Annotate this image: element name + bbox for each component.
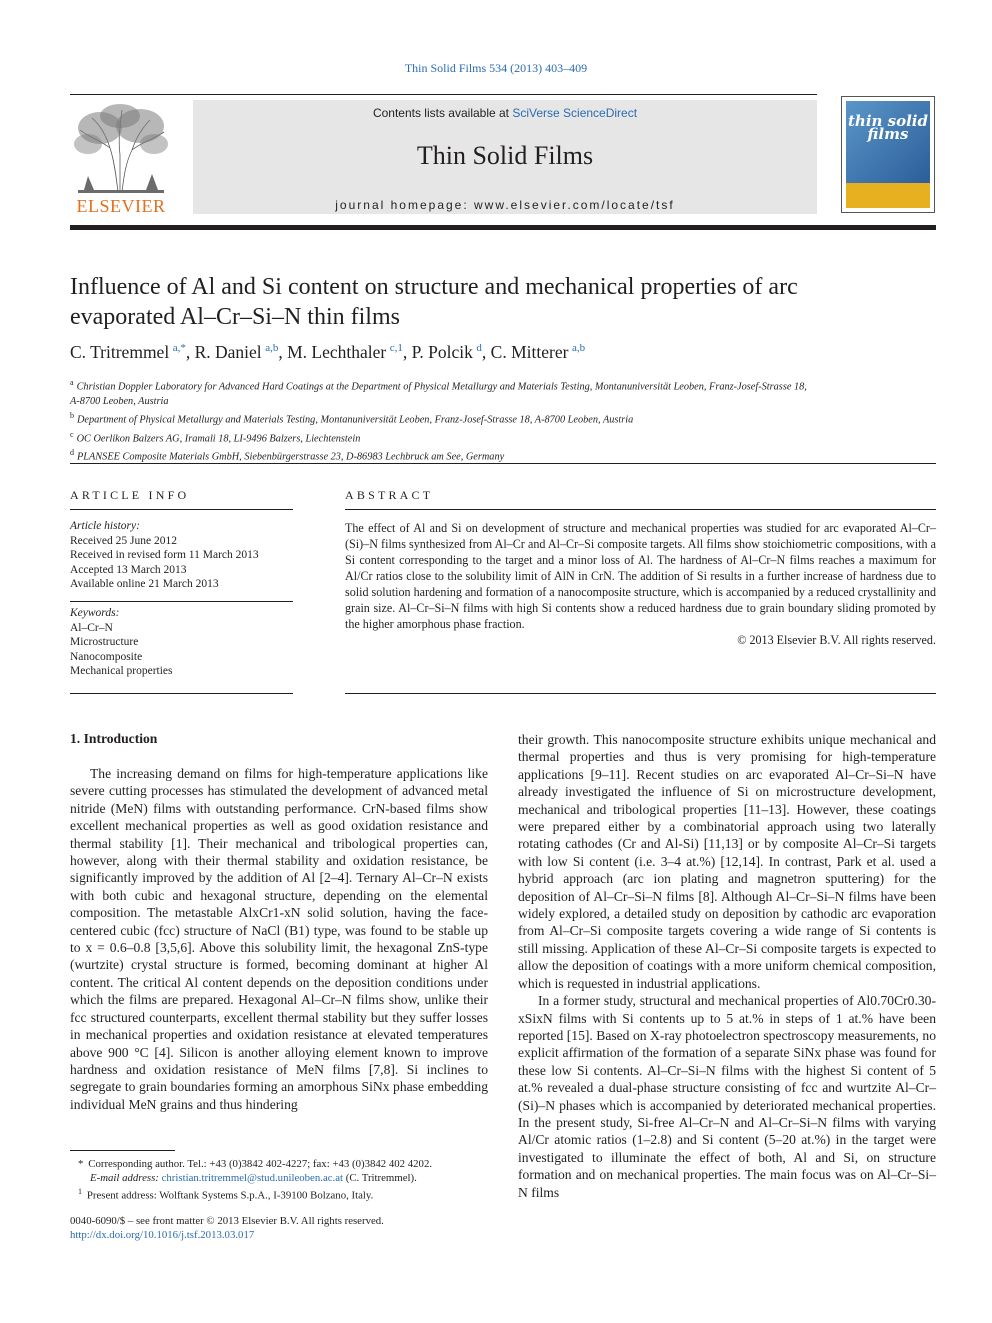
front-matter [70,1214,490,1242]
author[interactable]: C. Mitterer [490,342,569,362]
author[interactable]: P. Polcik [411,342,473,362]
affiliations [70,376,936,465]
section-heading-introduction: 1. Introduction [70,731,158,746]
affiliation-key: b [70,411,74,421]
body-left-column [70,765,488,1113]
footnote-text: Corresponding author. Tel.: +43 (0)3842 402-4227; fax: +43 (0)3842 402 4202. [88,1158,433,1170]
paragraph: The increasing demand on films for high-temperature applications like severe cutting processes has stimulated the development of advanced metal nitride (MeN) films with outstanding performance. CrN-based films show excellent mechanical properties as well as good oxidation resistance and thermal stability [1]. Their mechanical and tribological properties can, however, along with their thermal stability and oxidation resistance, be significantly improved by the addition of Al [2–4]. Ternary Al–Cr–N exists with both cubic and hexagonal structure, depending on the elemental composition. The metastable AlxCr1-xN solid solution, having the face-centered cubic (fcc) structure of NaCl (B1) type, was found to be stable up to x = 0.6–0.8 [3,5,6]. Above this solubility limit, the hexagonal ZnS-type (wurtzite) crystal structure is formed, becoming dominant at higher Al content. The critical Al content depends on the deposition conditions under which the films are prepared. Hexagonal Al–Cr–N films show, unlike their fcc structured counterparts, excellent thermal stability but they suffer losses in mechanical properties and oxidation resistance at elevated temperatures above 900 °C [4]. Silicon is another alloying element known to improve hardness and oxidation resistance of MeN films [7,8]. Si inclines to segregate to grain boundaries forming an amorphous SiNx phase embedding individual MeN grains and thus hindering [70,766,488,1112]
footnote-email [70,1171,490,1185]
abstract-body: The effect of Al and Si on development of structure and mechanical properties was studied for arc evaporated Al–Cr–(Si)–N films synthesized from Al–Cr and Al–Cr–Si composite targets. All films show stoichiometric compositions, with a Si content corresponding to the target and a minor loss of Al. The hardness of Al–Cr–N films reaches a maximum for Al/Cr ratios close to the solubility limit of AlN in CrN. The addition of Si results in a further increase of hardness due to solid solution hardening and formation of a nanocomposite structure, which is accompanied by a reduced crystallinity and grain size. Al–Cr–Si–N films with high Si contents show a reduced hardness due to grain boundary sliding promoted by the higher amorphous phase fraction. [345,521,936,631]
article-title [70,272,936,332]
body-right-column [518,731,936,1201]
author[interactable]: C. Tritremmel [70,342,170,362]
journal-cover[interactable] [841,96,935,213]
info-rule-top [70,509,293,510]
affiliation [70,376,936,395]
title-line-2: evaporated Al–Cr–Si–N thin films [70,304,400,330]
contents-line [193,106,817,120]
abstract-text [345,520,936,648]
keyword: Nanocomposite [70,650,143,663]
author-affiliation-marker[interactable]: a,b [265,342,279,355]
journal-title: Thin Solid Films [416,141,594,170]
author-affiliation-marker[interactable]: d [476,342,482,355]
abstract-rule-top [345,509,936,510]
affiliation-text: PLANSEE Composite Materials GmbH, Siebenbürgerstrasse 23, D-86983 Lechbruck am See, Germany [77,451,505,463]
author-affiliation-marker[interactable]: a,* [172,342,186,355]
journal-reference[interactable]: Thin Solid Films 534 (2013) 403–409 [404,61,588,75]
history-item: Received in revised form 11 March 2013 [70,549,259,562]
affiliation [70,395,936,409]
email-link[interactable]: christian.tritremmel@stud.unileoben.ac.at [161,1172,344,1184]
keyword: Mechanical properties [70,665,173,678]
email-suffix: (C. Tritremmel). [343,1172,417,1184]
history-item: Received 25 June 2012 [70,534,177,547]
affiliation-key: c [70,429,74,439]
keywords-label: Keywords: [70,607,120,619]
author[interactable]: M. Lechthaler [287,342,387,362]
keyword: Microstructure [70,636,139,649]
affiliation [70,409,936,428]
history-item: Accepted 13 March 2013 [70,563,187,576]
header-top-rule [70,94,817,95]
info-rule-mid [70,601,293,602]
footnotes [70,1157,490,1203]
affiliation-rule [70,463,936,464]
footnote-rule [70,1150,175,1151]
abstract-rule-bottom [345,693,936,694]
sciencedirect-link[interactable]: SciVerse ScienceDirect [512,106,638,120]
history-label: Article history: [70,520,140,532]
author-affiliation-marker[interactable]: c,1 [389,342,403,355]
contents-prefix: Contents lists available at [372,106,513,120]
article-history [70,519,293,592]
elsevier-logo[interactable] [70,100,172,218]
affiliation-key: d [70,448,74,458]
affiliation [70,428,936,447]
affiliation-text: A-8700 Leoben, Austria [70,395,169,407]
author[interactable]: R. Daniel [194,342,262,362]
article-info-heading: ARTICLE INFO [70,488,190,502]
keyword: Al–Cr–N [70,621,113,634]
author-list: C. Tritremmel $^{a,*}$, R. Daniel $^{a,b}$, M. Lechthaler $^{c,1}$, P. Polcik $^d$, C. Mitterer $^{a,b}$ [70,342,586,362]
info-rule-bottom [70,693,293,694]
affiliation-text: Christian Doppler Laboratory for Advanced Hard Coatings at the Department of Physical Metallurgy and Materials Testing, Montanuniversität Leoben, Franz-Josef-Strasse 18, [76,381,807,393]
email-label: E-mail address: [90,1172,162,1184]
abstract-heading: ABSTRACT [345,488,434,502]
footnote-corresponding: * Corresponding author. Tel.: +43 (0)3842 402-4227; fax: +43 (0)3842 402 4202. [78,1158,433,1170]
history-item: Available online 21 March 2013 [70,578,219,591]
author-affiliation-marker[interactable]: a,b [571,342,586,355]
doi-link[interactable]: http://dx.doi.org/10.1016/j.tsf.2013.03.017 [70,1229,255,1241]
paragraph: In a former study, structural and mechanical properties of Al0.70Cr0.30-xSixN films with Si contents up to 5 at.% in steps of 1 at.% have been reported [15]. Based on X-ray photoelectron spectroscopy measurements, no explicit affirmation of the formation of a separate SiNx phase was found for these low Si contents. Al–Cr–Si–N films with the highest Si content of 5 at.% revealed a dual-phase structure consisting of fcc and wurtzite Al–Cr–(Si)–N phases which is accompanied by deteriorated mechanical properties. In the present study, Si-free Al–Cr–N and Al–Cr–Si–N films with varying Al/Cr atomic ratios (1–2.8) and Si content (5–20 at.%) in the target were investigated to illuminate the effect of both, Al and Si, on structure formation and on mechanical properties. The main focus was on Al–Cr–Si–N films [518,993,936,1200]
cover-title: thin solid films [848,112,928,143]
journal-homepage-link[interactable]: journal homepage: www.elsevier.com/locate/tsf [335,198,675,212]
title-line-1: Influence of Al and Si content on structure and mechanical properties of arc [70,274,798,300]
issn-line: 0040-6090/$ – see front matter © 2013 Elsevier B.V. All rights reserved. [70,1215,384,1227]
affiliation-text: OC Oerlikon Balzers AG, Iramali 18, LI-9496 Balzers, Liechtenstein [76,433,361,445]
footnote-text: Present address: Wolftank Systems S.p.A., I-39100 Bolzano, Italy. [86,1189,374,1202]
paragraph: their growth. This nanocomposite structure exhibits unique mechanical and thermal properties and thus is very promising for high-temperature applications [9–11]. Recent studies on arc evaporated Al–Cr–Si–N have already investigated the influence of Si on microstructure development, mechanical and tribological properties [11–13]. However, these coatings were prepared either by a combinatorial approach using two laterally rotating cathodes (Cr and Al-Si) [11,13] or by composite Al–Cr–Si targets with low Si content (i.e. 3–4 at.%) [12,14]. In contrast, Park et al. used a hybrid approach (arc ion plating and magnetron sputtering) for the deposition of Al–Cr–Si–N films [8]. Although Al–Cr–Si–N films have been widely explored, a detailed study on deposition by cathodic arc evaporation from Al–Cr–Si composite targets covering a wide range of Si contents is still missing. Application of these Al–Cr–Si composite targets is expected to allow the deposition of coatings with a more uniform chemical composition, which is requested in industrial applications. [518,732,936,991]
publisher-wordmark: ELSEVIER [76,196,166,216]
abstract-copyright: © 2013 Elsevier B.V. All rights reserved. [737,633,936,647]
affiliation-key: a [70,378,74,387]
footnote-present-address: $^1$ Present address: Wolftank Systems S.p.A., I-39100 Bolzano, Italy. [78,1187,374,1202]
header-thick-rule [70,225,936,230]
affiliation-text: Department of Physical Metallurgy and Materials Testing, Montanuniversität Leoben, Franz-Josef-Strasse 18, A-8700 Leoben, Austria [77,414,634,426]
keywords [70,606,293,679]
